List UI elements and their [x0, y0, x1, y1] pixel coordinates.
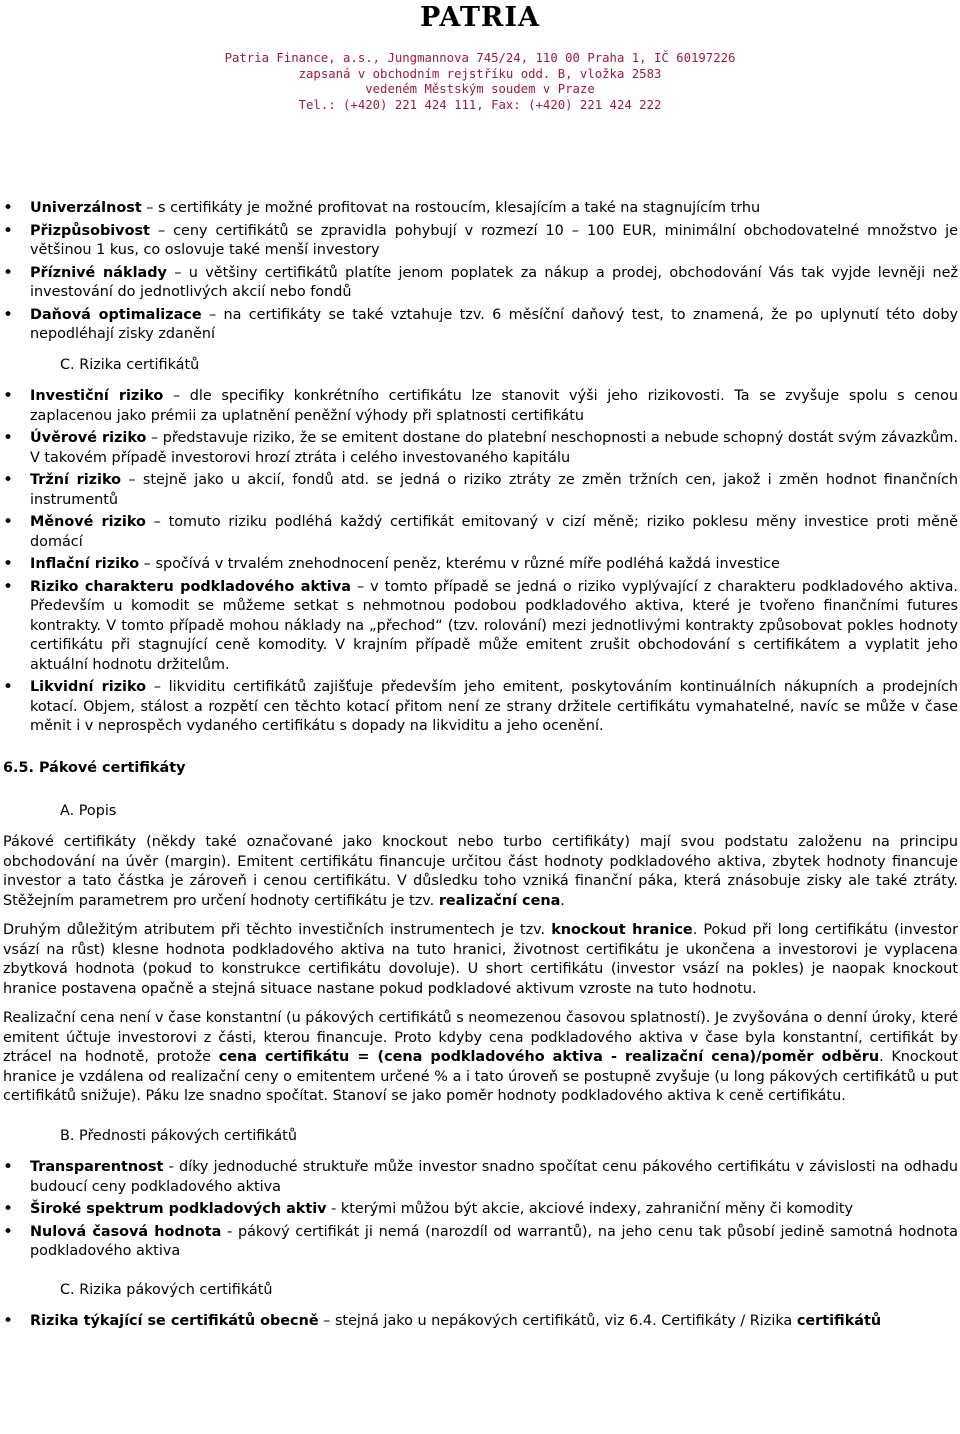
section-heading: C. Rizika certifikátů — [60, 356, 200, 373]
item-term: Příznivé náklady — [30, 264, 167, 281]
patria-logo: PATRIA — [420, 2, 540, 33]
leverage-advantages-list — [3, 1158, 958, 1262]
item-term: Univerzálnost — [30, 200, 142, 216]
item-text: – spočívá v trvalém znehodnocení peněz, kterému v různé míře podléhá každá investice — [139, 556, 780, 572]
list-item — [3, 387, 958, 426]
risks-list — [3, 387, 958, 737]
list-item — [3, 199, 958, 219]
item-term: Riziko charakteru podkladového aktiva — [30, 578, 351, 595]
item-text: – v tomto případě se jedná o riziko vyplývající z charakteru podkladového aktiva. Především u komodit se můžeme setkat s nehmotnou podobou podkladového aktiva, které je tvořeno finančními futures kontrakty. V tomto případě mohou náklady na „přechod“ (tzv. rolování) mezi jednotlivými kontrakty způsobovat pokles hodnoty certifikátu při stagnující ceně komodity. V krajním případě může emitent zrušit obchodování s certifikátem a vyplatit jeho aktuální hodnotu držitelům. — [30, 578, 958, 673]
bold-term: knockout hranice — [551, 922, 693, 938]
item-text: – dle specifiky konkrétního certifikátu lze stanovit výši jeho rizikovosti. Ta se zvyšuje spolu s cenou zaplacenou jako prémii za uplatnění peněžní výhody při splatnosti certifikátu — [30, 388, 959, 424]
list-item — [3, 1200, 958, 1220]
paragraph-text: Pákové certifikáty (někdy také označované jako knockout nebo turbo certifikáty) mají svou podstatu založenu na principu obchodování na úvěr (margin). Emitent certifikátu financuje určitou část hodnoty podkladového aktiva, zbytek hodnoty financuje investor a tato částka je zároveň i cenou certifikátu. V důsledku toho vzniká finanční páka, která znásobuje zisky ale také ztráty. Stěžejním parametrem pro určení hodnoty certifikátu je tzv. — [3, 834, 958, 909]
company-header — [0, 51, 960, 113]
item-text: – stejně jako u akcií, fondů atd. se jedná o riziko ztráty ze změn tržních cen, jakož i změn hodnot finančních instrumentů — [30, 472, 958, 508]
paragraph-text: Realizační cena není v čase konstantní (u pákových certifikátů s neomezenou časovou splatností). Je zvyšována o denní úroky, které emitent účtuje investorovi z části, kterou financuje. Proto kdyby cena podkladového aktiva v čase byla konstantní, certifikát by ztrácel na hodnotě, protože — [3, 1010, 958, 1065]
paragraph-text: . Knockout hranice je vzdálena od realizační ceny o emitentem určené % a i tato úroveň se postupně zvyšuje (u long pákových certifikátů u put certifikátů snižuje). Páku lze snadno spočítat. Stanoví se jako poměr hodnoty podkladového aktiva k ceně certifikátu. — [3, 1049, 958, 1104]
item-text: – ceny certifikátů se zpravidla pohybují v rozmezí 10 – 100 EUR, minimální obchodovatelné množstvo je většinou 1 kus, co oslovuje také menší investory — [30, 222, 958, 258]
leverage-risks-list — [3, 1312, 958, 1332]
chapter-heading: 6.5. Pákové certifikáty — [3, 759, 186, 776]
list-item — [3, 429, 958, 468]
list-item — [3, 306, 958, 345]
list-item — [3, 264, 958, 303]
paragraph-text: . Pokud při long certifikátu (investor vsází na růst) klesne hodnota podkladového aktiva na tuto hranici, životnost certifikátu je ukončena a investorovi je vyplacena zbytková hodnota (pokud to konstrukce certifikátu dovoluje). U short certifikátu (investor vsází na pokles) je naopak knockout hranice postavena opačně a stejná situace nastane pokud podkladové aktivum vzroste na tuto hodnotu. — [3, 922, 958, 997]
item-text: – s certifikáty je možné profitovat na rostoucím, klesajícím a také na stagnujícím trhu — [141, 200, 761, 216]
item-text: – u většiny certifikátů platíte jenom poplatek za nákup a prodej, obchodování Vás tak vyjde levněji než investování do jednotlivých akcií nebo fondů — [30, 264, 958, 300]
bold-term: realizační cena — [438, 892, 561, 909]
item-text: – likviditu certifikátů zajišťuje především jeho emitent, poskytováním kontinuálních nákupních a prodejních kotací. Objem, stálost a rozpětí cen těchto kotací přitom není ze strany držitele certifikátu vymahatelné, navíc se může v čase měnit i v neprospěch vydaného certifikátu s dopady na likviditu a jeho ocenění. — [30, 679, 958, 734]
list-item — [3, 578, 958, 676]
item-term: Široké spektrum podkladových aktiv — [30, 1201, 327, 1217]
section-heading: C. Rizika pákových certifikátů — [60, 1281, 273, 1298]
bold-term: cena certifikátu = (cena podkladového aktiva - realizační cena)/poměr odběru — [218, 1049, 880, 1065]
item-term: Tržní riziko — [30, 472, 122, 488]
item-term: certifikátů — [796, 1313, 882, 1329]
item-term: Inflační riziko — [30, 556, 140, 572]
document-body — [3, 199, 958, 1335]
list-item — [3, 1158, 958, 1197]
header-line: vedeném Městským soudem v Praze — [365, 82, 595, 96]
item-term: Měnové riziko — [30, 514, 146, 530]
section-heading: A. Popis — [60, 802, 117, 819]
item-term: Investiční riziko — [30, 388, 164, 404]
header-line: Patria Finance, a.s., Jungmannova 745/24, 110 00 Praha 1, IČ 60197226 — [224, 51, 736, 65]
item-text: – představuje riziko, že se emitent dostane do platební neschopnosti a nebude schopný dostát svým závazkům. V takovém případě investorovi hrozí ztráta i celého investovaného kapitálu — [30, 430, 958, 466]
item-text: - pákový certifikát ji nemá (narozdíl od warrantů), na jeho cenu tak působí jedině samotná hodnota podkladového aktiva — [30, 1223, 958, 1259]
list-item — [3, 513, 958, 552]
item-term: Daňová optimalizace — [30, 306, 202, 323]
header-line: Tel.: (+420) 221 424 111, Fax: (+420) 221 424 222 — [298, 97, 662, 112]
header-line: zapsaná v obchodním rejstříku odd. B, vložka 2583 — [298, 66, 662, 81]
list-item — [3, 1312, 958, 1332]
list-item — [3, 555, 958, 575]
item-text: - kterými můžou být akcie, akciové indexy, zahraniční měny či komodity — [326, 1201, 854, 1217]
paragraph-text: . — [560, 892, 565, 909]
paragraph-text: Druhým důležitým atributem při těchto investičních instrumentech je tzv. — [3, 922, 552, 938]
item-term: Transparentnost — [30, 1159, 164, 1175]
item-term: Likvidní riziko — [30, 679, 147, 695]
item-text: – na certifikáty se také vztahuje tzv. 6 měsíční daňový test, to znamená, že po uplynutí této doby nepodléhají zisky zdanění — [30, 306, 959, 342]
paragraph — [3, 833, 958, 911]
item-term: Rizika týkající se certifikátů obecně — [30, 1313, 319, 1329]
item-text: – tomuto riziku podléhá každý certifikát emitovaný v cizí měně; riziko poklesu měny investice proti měně domácí — [30, 514, 958, 550]
paragraph — [3, 921, 958, 999]
list-item — [3, 471, 958, 510]
item-text: - díky jednoduché struktuře může investor snadno spočítat cenu pákového certifikátu v závislosti na odhadu budoucí ceny podkladového aktiva — [30, 1159, 958, 1195]
advantages-list — [3, 199, 958, 345]
item-term: Úvěrové riziko — [30, 430, 147, 446]
section-heading: B. Přednosti pákových certifikátů — [60, 1127, 297, 1144]
item-term: Nulová časová hodnota — [30, 1223, 222, 1240]
list-item — [3, 222, 958, 261]
item-term: Přizpůsobivost — [30, 222, 150, 239]
paragraph — [3, 1009, 958, 1107]
list-item — [3, 678, 958, 737]
list-item — [3, 1223, 958, 1262]
item-text: – stejná jako u nepákových certifikátů, viz 6.4. Certifikáty / Rizika — [318, 1313, 797, 1329]
